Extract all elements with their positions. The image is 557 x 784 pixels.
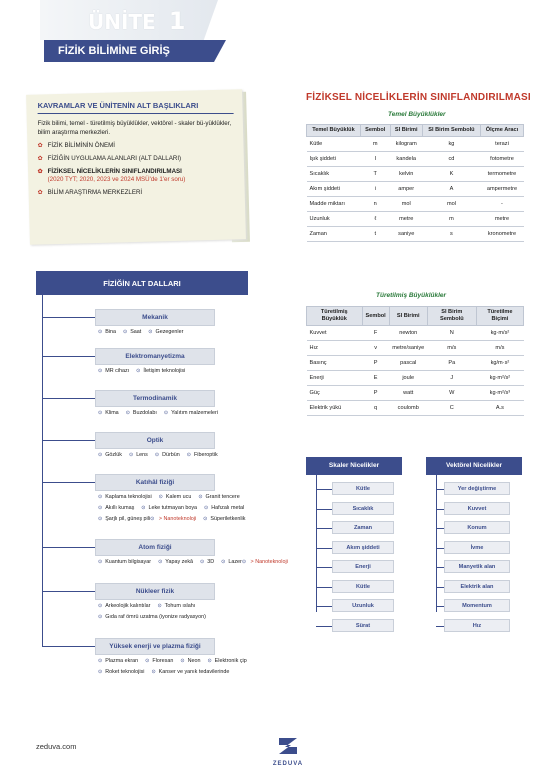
- table-header: SI Birimi: [389, 307, 427, 326]
- table-cell: metre: [480, 212, 523, 227]
- table-cell: P: [362, 356, 389, 371]
- example-item: ⊙ Saat: [123, 329, 141, 335]
- table-row: [307, 152, 524, 167]
- table-cell: coulomb: [389, 401, 427, 416]
- example-item: ⊙ Leke tutmayan boya: [141, 505, 197, 511]
- vector-branch-line: [436, 606, 444, 607]
- table-cell: t: [360, 227, 390, 242]
- table-cell: kronometre: [480, 227, 523, 242]
- table-cell: P: [362, 386, 389, 401]
- vector-branch-line: [436, 548, 444, 549]
- derived-quantities-title: Türetilmiş Büyüklükler: [376, 292, 447, 299]
- scalar-branch-line: [316, 567, 332, 568]
- vector-item: Hız: [444, 619, 510, 632]
- table-cell: Kuvvet: [307, 326, 363, 341]
- table-cell: termometre: [480, 167, 523, 182]
- scalar-branch-line: [316, 509, 332, 510]
- table-cell: Sıcaklık: [307, 167, 361, 182]
- table-cell: kg·m/s²: [476, 326, 523, 341]
- table-cell: kg: [422, 137, 480, 152]
- example-item: ⊙ Roket teknolojisi: [98, 669, 144, 675]
- table-cell: Işık şiddeti: [307, 152, 361, 167]
- example-item: ⊙ Fiberoptik: [187, 452, 218, 458]
- branch-4: Optik: [95, 432, 215, 449]
- concepts-title: KAVRAMLAR VE ÜNİTENİN ALT BAŞLIKLARI: [38, 101, 234, 114]
- derived-quantities-table: [306, 306, 524, 416]
- brand-name: ZEDUVA: [272, 761, 304, 767]
- branch-1: Mekanik: [95, 309, 215, 326]
- table-cell: I: [360, 152, 390, 167]
- vector-item: Yer değiştirme: [444, 482, 510, 495]
- table-cell: fotometre: [480, 152, 523, 167]
- vector-trunk: [436, 475, 437, 612]
- table-cell: E: [362, 371, 389, 386]
- table-cell: pascal: [389, 356, 427, 371]
- table-cell: amper: [390, 182, 422, 197]
- example-item: ⊙ Neon: [180, 658, 200, 664]
- brand-logo: [268, 736, 308, 767]
- scalar-branch-line: [316, 626, 332, 627]
- tree-branch-line: [42, 317, 95, 318]
- table-header: Sembol: [360, 125, 390, 137]
- table-cell: Enerji: [307, 371, 363, 386]
- table-cell: kandela: [390, 152, 422, 167]
- vector-item: İvme: [444, 541, 510, 554]
- scalar-trunk: [316, 475, 317, 612]
- table-cell: kelvin: [390, 167, 422, 182]
- vector-item: Manyetik alan: [444, 560, 510, 573]
- branches-title: FİZİĞİN ALT DALLARI: [36, 271, 248, 295]
- example-item: ⊙ Plazma ekran: [98, 658, 138, 664]
- vector-branch-line: [436, 567, 444, 568]
- vector-branch-line: [436, 587, 444, 588]
- branch-examples: [98, 492, 313, 503]
- basic-quantities-table: [306, 124, 524, 242]
- example-item: ⊙ Tohum ıslahı: [157, 603, 195, 609]
- tree-branch-line: [42, 398, 95, 399]
- table-row: [307, 182, 524, 197]
- table-cell: Basınç: [307, 356, 363, 371]
- tree-branch-line: [42, 646, 95, 647]
- branch-examples: [98, 366, 313, 377]
- branch-examples: [98, 601, 313, 612]
- table-cell: mol: [390, 197, 422, 212]
- example-item: ⊙ Yapay zekâ: [158, 559, 193, 565]
- scalar-item: Sürat: [332, 619, 394, 632]
- table-header: Türetilme Biçimi: [476, 307, 523, 326]
- table-row: [307, 326, 524, 341]
- branch-examples: [98, 557, 313, 568]
- branch-examples: [98, 408, 313, 419]
- example-item: ⊙ Kalem ucu: [159, 494, 192, 500]
- table-cell: N: [427, 326, 476, 341]
- example-item: ⊙ Akıllı kumaş: [98, 505, 134, 511]
- vector-branch-line: [436, 528, 444, 529]
- table-header: SI Birim Sembolü: [427, 307, 476, 326]
- scalar-item: Kütle: [332, 482, 394, 495]
- branch-5: Katıhâl fiziği: [95, 474, 215, 491]
- table-row: [307, 227, 524, 242]
- example-item: ⊙ Buzdolabı: [126, 410, 157, 416]
- zeduva-logo-icon: [277, 736, 299, 756]
- example-item: ⊙ Yalıtım malzemeleri: [164, 410, 218, 416]
- footer-url: zeduva.com: [36, 742, 77, 751]
- table-cell: m: [422, 212, 480, 227]
- table-row: [307, 356, 524, 371]
- scalar-header: Skaler Nicelikler: [306, 457, 402, 475]
- unit-title: ÜNİTE 1: [88, 7, 186, 35]
- concept-item: ✿ FİZİKSEL NİCELİKLERİN SINIFLANDIRILMASI (2020 TYT; 2020, 2023 ve 2024 MSÜ'de 1'er soru): [38, 168, 234, 184]
- chapter-title: FİZİK BİLİMİNE GİRİŞ: [44, 40, 214, 62]
- example-item: ⊙ Arkeolojik kalıntılar: [98, 603, 150, 609]
- example-item: ⊙ Gıda raf ömrü uzatma (iyonize radyasyon): [98, 614, 206, 620]
- table-cell: -: [480, 197, 523, 212]
- branch-3: Termodinamik: [95, 390, 215, 407]
- table-cell: kilogram: [390, 137, 422, 152]
- concepts-card: [26, 89, 246, 245]
- table-header: SI Birim Sembolü: [422, 125, 480, 137]
- example-item: ⊙ Şarjlı pil, güneş pili⊙ > Nanoteknoloji: [98, 516, 196, 522]
- concept-item: ✿ FİZİĞİN UYGULAMA ALANLARI (ALT DALLARI): [38, 155, 234, 163]
- table-cell: W: [427, 386, 476, 401]
- table-header: Ölçme Aracı: [480, 125, 523, 137]
- table-row: [307, 137, 524, 152]
- branch-2: Elektromanyetizma: [95, 348, 215, 365]
- scalar-branch-line: [316, 587, 332, 588]
- table-cell: newton: [389, 326, 427, 341]
- table-cell: ℓ: [360, 212, 390, 227]
- table-cell: ampermetre: [480, 182, 523, 197]
- tree-branch-line: [42, 482, 95, 483]
- scalar-item: Enerji: [332, 560, 394, 573]
- example-item: ⊙ Klima: [98, 410, 119, 416]
- example-item: ⊙ Süperiletkenlik: [203, 516, 245, 522]
- classification-title: FİZİKSEL NİCELİKLERİN SINIFLANDIRILMASI: [306, 92, 531, 103]
- example-item: ⊙ Lazer⊙ > Nanoteknoloji: [221, 559, 288, 565]
- scalar-item: Sıcaklık: [332, 502, 394, 515]
- scalar-item: Uzunluk: [332, 599, 394, 612]
- example-item: ⊙ Kanser ve yanık tedavilerinde: [151, 669, 229, 675]
- vector-item: Kuvvet: [444, 502, 510, 515]
- branch-examples: [98, 612, 313, 623]
- table-cell: C: [427, 401, 476, 416]
- table-cell: m/s: [476, 341, 523, 356]
- table-header: Türetilmiş Büyüklük: [307, 307, 363, 326]
- scalar-branch-line: [316, 489, 332, 490]
- example-item: ⊙ Granit tencere: [198, 494, 239, 500]
- vector-header: Vektörel Nicelikler: [426, 457, 522, 475]
- table-header: Temel Büyüklük: [307, 125, 361, 137]
- vector-item: Momentum: [444, 599, 510, 612]
- tree-branch-line: [42, 440, 95, 441]
- table-header: SI Birimi: [390, 125, 422, 137]
- example-item: ⊙ Elektronik çip: [207, 658, 246, 664]
- table-row: [307, 212, 524, 227]
- table-cell: K: [422, 167, 480, 182]
- scalar-branch-line: [316, 548, 332, 549]
- branch-examples: [98, 514, 313, 525]
- table-cell: n: [360, 197, 390, 212]
- scalar-branch-line: [316, 606, 332, 607]
- table-cell: m: [360, 137, 390, 152]
- vector-item: Konum: [444, 521, 510, 534]
- table-cell: Madde miktarı: [307, 197, 361, 212]
- concepts-list: [38, 142, 234, 197]
- example-item: ⊙ 3D: [200, 559, 214, 565]
- tree-branch-line: [42, 547, 95, 548]
- example-item: ⊙ İletişim teknolojisi: [136, 368, 185, 374]
- vector-branch-line: [436, 489, 444, 490]
- table-cell: kg·m²/s³: [476, 386, 523, 401]
- table-cell: i: [360, 182, 390, 197]
- example-item: ⊙ Lens: [129, 452, 148, 458]
- example-item: ⊙ Bina: [98, 329, 116, 335]
- basic-quantities-title: Temel Büyüklükler: [388, 111, 446, 118]
- tree-trunk: [42, 295, 43, 646]
- example-item: ⊙ Dürbün: [155, 452, 180, 458]
- example-item: ⊙ Kaplama teknolojisi: [98, 494, 152, 500]
- table-cell: J: [427, 371, 476, 386]
- table-cell: metre: [390, 212, 422, 227]
- table-cell: A.s: [476, 401, 523, 416]
- example-item: ⊙ Kuantum bilgisayar: [98, 559, 151, 565]
- tree-branch-line: [42, 356, 95, 357]
- branch-examples: [98, 656, 313, 667]
- vector-branch-line: [436, 509, 444, 510]
- table-cell: v: [362, 341, 389, 356]
- table-cell: m/s: [427, 341, 476, 356]
- table-row: [307, 341, 524, 356]
- table-row: [307, 371, 524, 386]
- scalar-item: Akım şiddeti: [332, 541, 394, 554]
- scalar-item: Kütle: [332, 580, 394, 593]
- table-cell: Pa: [427, 356, 476, 371]
- table-cell: T: [360, 167, 390, 182]
- branch-examples: [98, 327, 313, 338]
- table-cell: mol: [422, 197, 480, 212]
- table-cell: terazi: [480, 137, 523, 152]
- example-item: ⊙ MR cihazı: [98, 368, 129, 374]
- example-item: ⊙ Gezegenler: [148, 329, 183, 335]
- table-cell: saniye: [390, 227, 422, 242]
- nanotech-link: ⊙ > Nanoteknoloji: [150, 516, 196, 522]
- table-cell: q: [362, 401, 389, 416]
- nanotech-link: ⊙ > Nanoteknoloji: [242, 559, 288, 565]
- branch-examples: [98, 450, 313, 461]
- table-cell: Uzunluk: [307, 212, 361, 227]
- branch-7: Nükleer fizik: [95, 583, 215, 600]
- concept-item: ✿ FİZİK BİLİMİNİN ÖNEMİ: [38, 142, 234, 150]
- table-cell: F: [362, 326, 389, 341]
- scalar-item: Zaman: [332, 521, 394, 534]
- table-cell: s: [422, 227, 480, 242]
- table-cell: joule: [389, 371, 427, 386]
- table-cell: Kütle: [307, 137, 361, 152]
- table-cell: Elektrik yükü: [307, 401, 363, 416]
- table-cell: Akım şiddeti: [307, 182, 361, 197]
- table-cell: metre/saniye: [389, 341, 427, 356]
- table-header: Sembol: [362, 307, 389, 326]
- vector-branch-line: [436, 626, 444, 627]
- vector-item: Elektrik alan: [444, 580, 510, 593]
- table-row: [307, 401, 524, 416]
- branch-examples: [98, 503, 313, 514]
- table-cell: cd: [422, 152, 480, 167]
- table-row: [307, 197, 524, 212]
- exam-note: (2020 TYT; 2020, 2023 ve 2024 MSÜ'de 1'er soru): [47, 176, 186, 184]
- example-item: ⊙ Floresan: [145, 658, 173, 664]
- scalar-branch-line: [316, 528, 332, 529]
- tree-branch-line: [42, 591, 95, 592]
- table-cell: watt: [389, 386, 427, 401]
- table-row: [307, 386, 524, 401]
- branch-examples: [98, 667, 313, 678]
- table-cell: Hız: [307, 341, 363, 356]
- concepts-intro: Fizik bilimi, temel - türetilmiş büyüklükler, vektörel - skaler bü-yüklükler, bilim araştırma merkezleri.: [37, 120, 232, 137]
- branch-8: Yüksek enerji ve plazma fiziği: [95, 638, 215, 655]
- table-cell: Güç: [307, 386, 363, 401]
- table-cell: kg·m²/s²: [476, 371, 523, 386]
- table-cell: A: [422, 182, 480, 197]
- example-item: ⊙ Gözlük: [98, 452, 122, 458]
- table-cell: Zaman: [307, 227, 361, 242]
- table-cell: kg/m·s²: [476, 356, 523, 371]
- example-item: ⊙ Hafızalı metal: [204, 505, 244, 511]
- table-row: [307, 167, 524, 182]
- branch-6: Atom fiziği: [95, 539, 215, 556]
- concept-item: ✿ BİLİM ARAŞTIRMA MERKEZLERİ: [38, 189, 234, 197]
